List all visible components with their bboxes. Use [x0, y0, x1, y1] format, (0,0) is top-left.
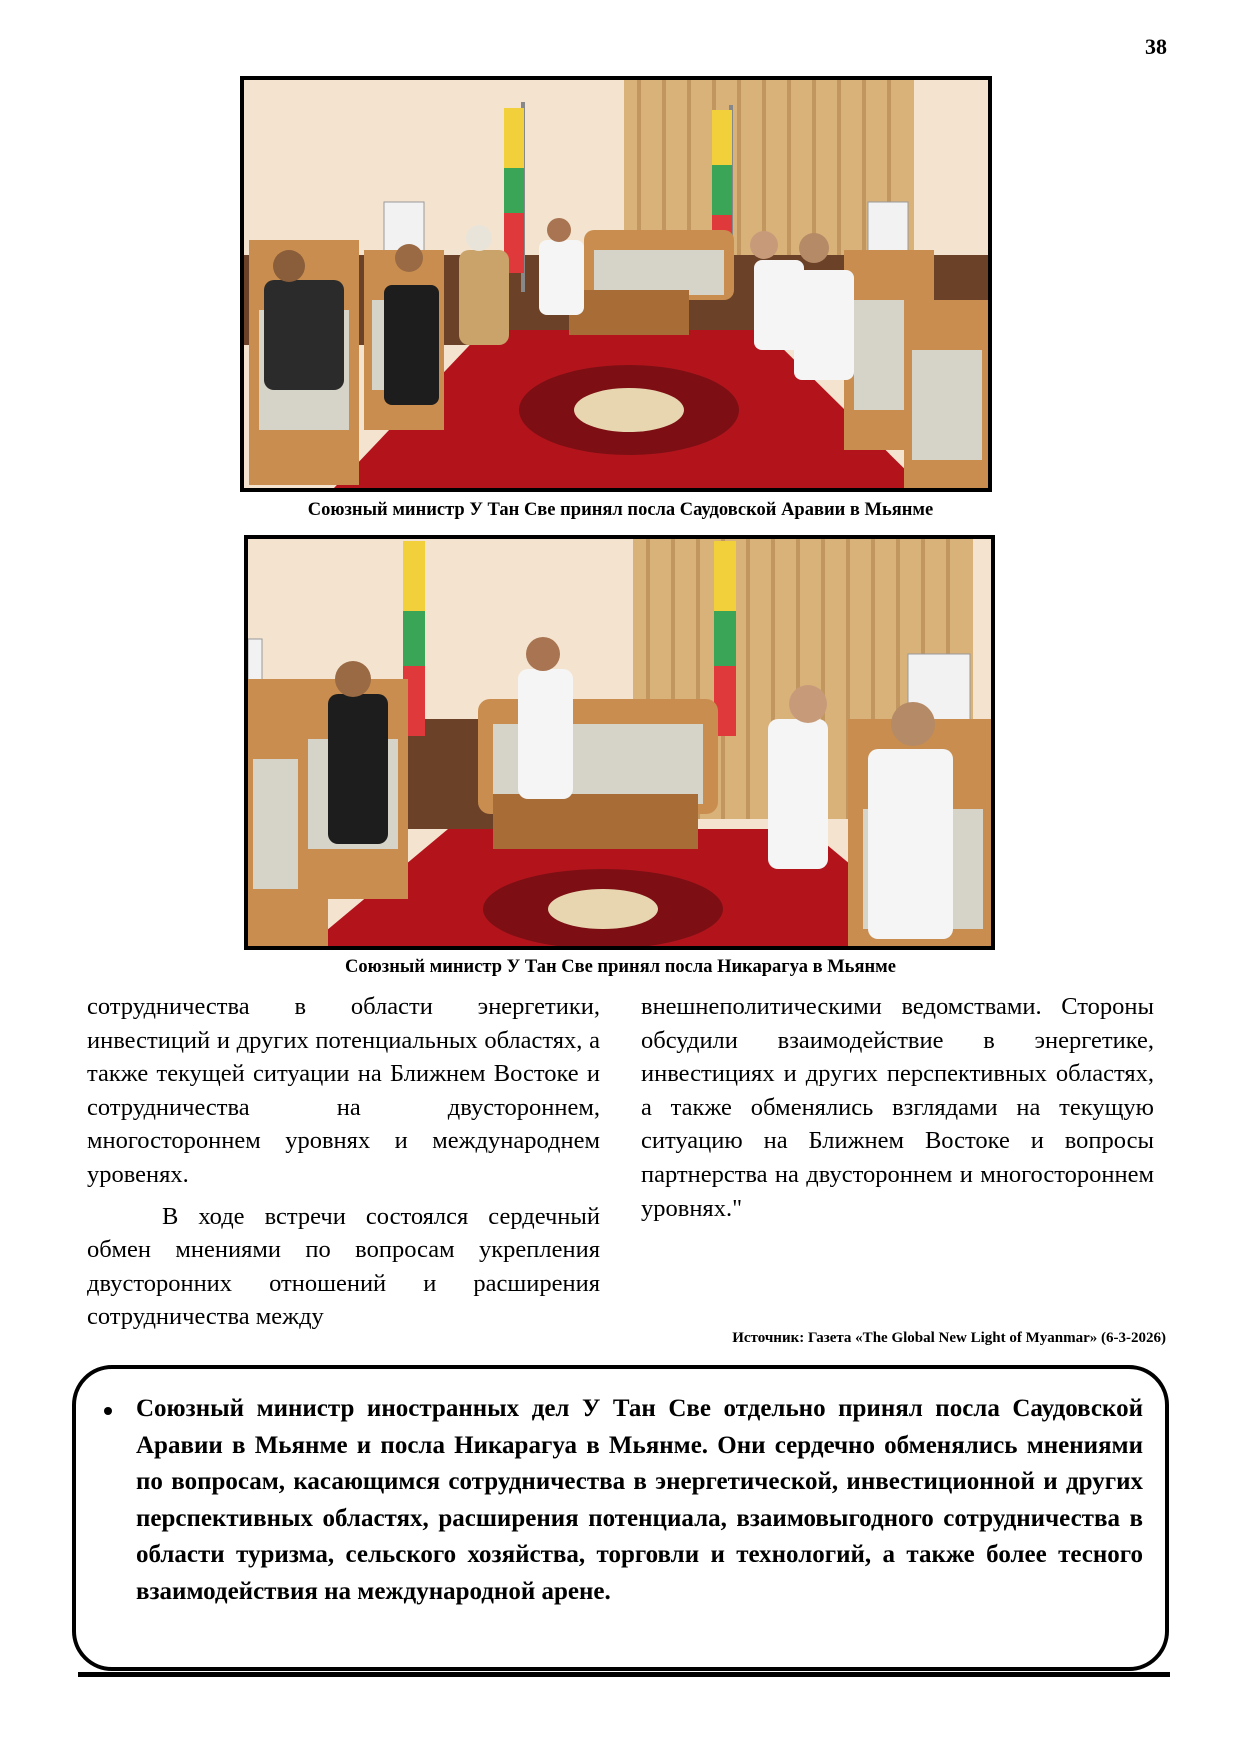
- summary-item: [96, 1391, 1143, 1611]
- article-column-right: [641, 990, 1154, 1225]
- article-paragraph: сотрудничества в области энергетики, инвестиций и других потенциальных областях, а также текущей ситуации на Ближнем Востоке и сотрудничества на двустороннем, многостороннем уровнях и международнем уровенях.: [87, 993, 600, 1188]
- page-number: 38: [1145, 34, 1167, 59]
- summary-box: [72, 1365, 1169, 1671]
- article-column-left: [87, 990, 600, 1334]
- photo-caption: Союзный министр У Тан Све принял посла Никарагуа в Мьянме: [345, 957, 896, 977]
- source-citation: Источник: Газета «The Global New Light of Myanmar» (6-3-2026): [732, 1330, 1166, 1346]
- article-paragraph: внешнеполитическими ведомствами. Стороны обсудили взаимодействие в энергетике, инвестициях и других перспективных областях, а также обменялись взглядами на текущую ситуацию на Ближнем Востоке и вопросы партнерства на двустороннем и многостороннем уровнях.": [641, 993, 1154, 1222]
- summary-list: [96, 1391, 1143, 1611]
- photo-caption: Союзный министр У Тан Све принял посла Саудовской Аравии в Мьянме: [307, 500, 934, 520]
- article-paragraph: В ходе встречи состоялся сердечный обмен мнениями по вопросам укрепления двусторонних отношений и расширения сотрудничества между: [87, 1202, 600, 1331]
- photo-saudi-meeting: [240, 76, 992, 492]
- bottom-divider: [78, 1672, 1170, 1677]
- bullet-icon: [104, 1407, 112, 1415]
- meeting-room-illustration: [248, 539, 991, 946]
- summary-text: Союзный министр иностранных дел У Тан Све отдельно принял посла Саудовской Аравии в Мьянме и посла Никарагуа в Мьянме. Они сердечно обменялись мнениями по вопросам, касающимся сотрудничества в энергетической, инвестиционной и других перспективных областях, расширения потенциала, взаимовыгодного сотрудничества в области туризма, сельского хозяйства, торговли и технологий, а также более тесного взаимодействия на международной арене.: [136, 1395, 1143, 1605]
- meeting-room-illustration: [244, 80, 988, 488]
- photo-nicaragua-meeting: [244, 535, 995, 950]
